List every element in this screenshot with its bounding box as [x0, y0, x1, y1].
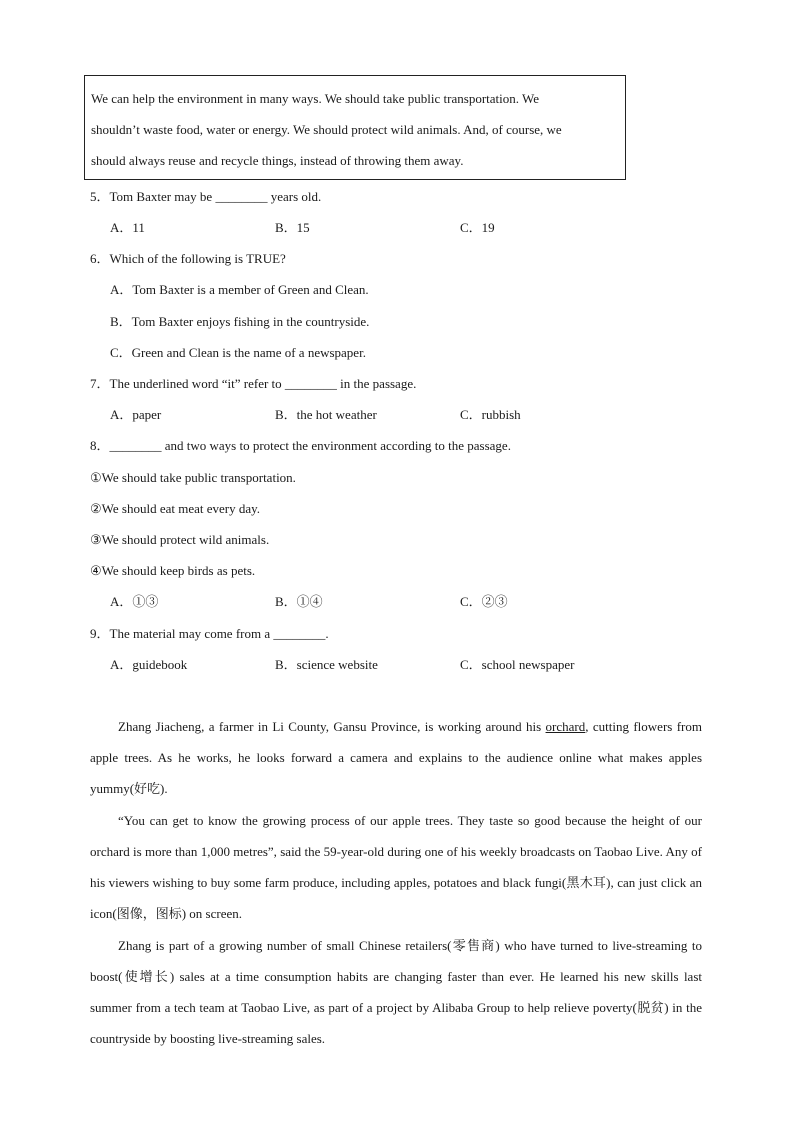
article-paragraph-3: Zhang is part of a growing number of small Chinese retailers(零售商) who have turned to live-streaming to boost(使增长) sales at a time consumption habits are changing faster than ever. He learned his new skills last summer from a tech team at Taobao Live, as part of a project by Alibaba Group to help relieve poverty(脱贫) in the countryside by boosting live-streaming sales.: [90, 938, 702, 1046]
question-9-option-a[interactable]: A．guidebook: [110, 657, 188, 672]
question-8-option-a[interactable]: A．①③: [110, 594, 159, 609]
question-7-option-b[interactable]: B．the hot weather: [275, 407, 377, 422]
question-6-option-b[interactable]: B．Tom Baxter enjoys fishing in the countryside.: [110, 314, 370, 329]
question-6-option-a[interactable]: A．Tom Baxter is a member of Green and Clean.: [110, 282, 369, 297]
question-5-stem: 5．Tom Baxter may be ________ years old.: [90, 189, 322, 204]
underlined-word-orchard: orchard: [545, 719, 586, 734]
question-5-option-a[interactable]: A．11: [110, 220, 145, 235]
question-5-option-b[interactable]: B．15: [275, 220, 310, 235]
question-8-option-b[interactable]: B．①④: [275, 594, 323, 609]
question-9-stem: 9．The material may come from a ________.: [90, 626, 329, 641]
question-5-option-c[interactable]: C．19: [460, 220, 495, 235]
question-8-statement-4: ④We should keep birds as pets.: [90, 563, 256, 578]
question-6-option-c[interactable]: C．Green and Clean is the name of a newspaper.: [110, 345, 366, 360]
question-7-stem: 7．The underlined word “it” refer to ________ in the passage.: [90, 376, 417, 391]
passage-box: [84, 75, 626, 180]
article-paragraph-2: “You can get to know the growing process of our apple trees. They taste so good because the height of our orchard is more than 1,000 metres”, said the 59-year-old during one of his weekly broadcasts on Taobao Live. Any of his viewers wishing to buy some farm produce, including apples, potatoes and black fungi(黑木耳), can just click an icon(图像，图标) on screen.: [90, 813, 702, 921]
article-paragraph-1-start: Zhang Jiacheng, a farmer in Li County, Gansu Province, is working around his: [118, 719, 546, 734]
passage-line: shouldn’t waste food, water or energy. We should protect wild animals. And, of course, we: [91, 122, 562, 137]
question-8-statement-1: ①We should take public transportation.: [90, 470, 296, 485]
question-8-stem: 8．________ and two ways to protect the environment according to the passage.: [90, 438, 511, 453]
question-9-option-c[interactable]: C．school newspaper: [460, 657, 575, 672]
question-9-option-b[interactable]: B．science website: [275, 657, 378, 672]
question-7-option-c[interactable]: C．rubbish: [460, 407, 521, 422]
passage-line: should always reuse and recycle things, instead of throwing them away.: [91, 153, 464, 168]
question-8-statement-2: ②We should eat meat every day.: [90, 501, 261, 516]
article-paragraph-1-end: , cutting flowers from apple trees. As he works, he looks forward a camera and explains to the audience online what makes apples yummy(好吃).: [90, 719, 702, 796]
question-7-option-a[interactable]: A．paper: [110, 407, 162, 422]
question-6-stem: 6．Which of the following is TRUE?: [90, 251, 286, 266]
question-8-option-c[interactable]: C．②③: [460, 594, 508, 609]
question-8-statement-3: ③We should protect wild animals.: [90, 532, 270, 547]
passage-line: We can help the environment in many ways. We should take public transportation. We: [91, 91, 540, 106]
article-paragraph-1: [90, 711, 702, 804]
